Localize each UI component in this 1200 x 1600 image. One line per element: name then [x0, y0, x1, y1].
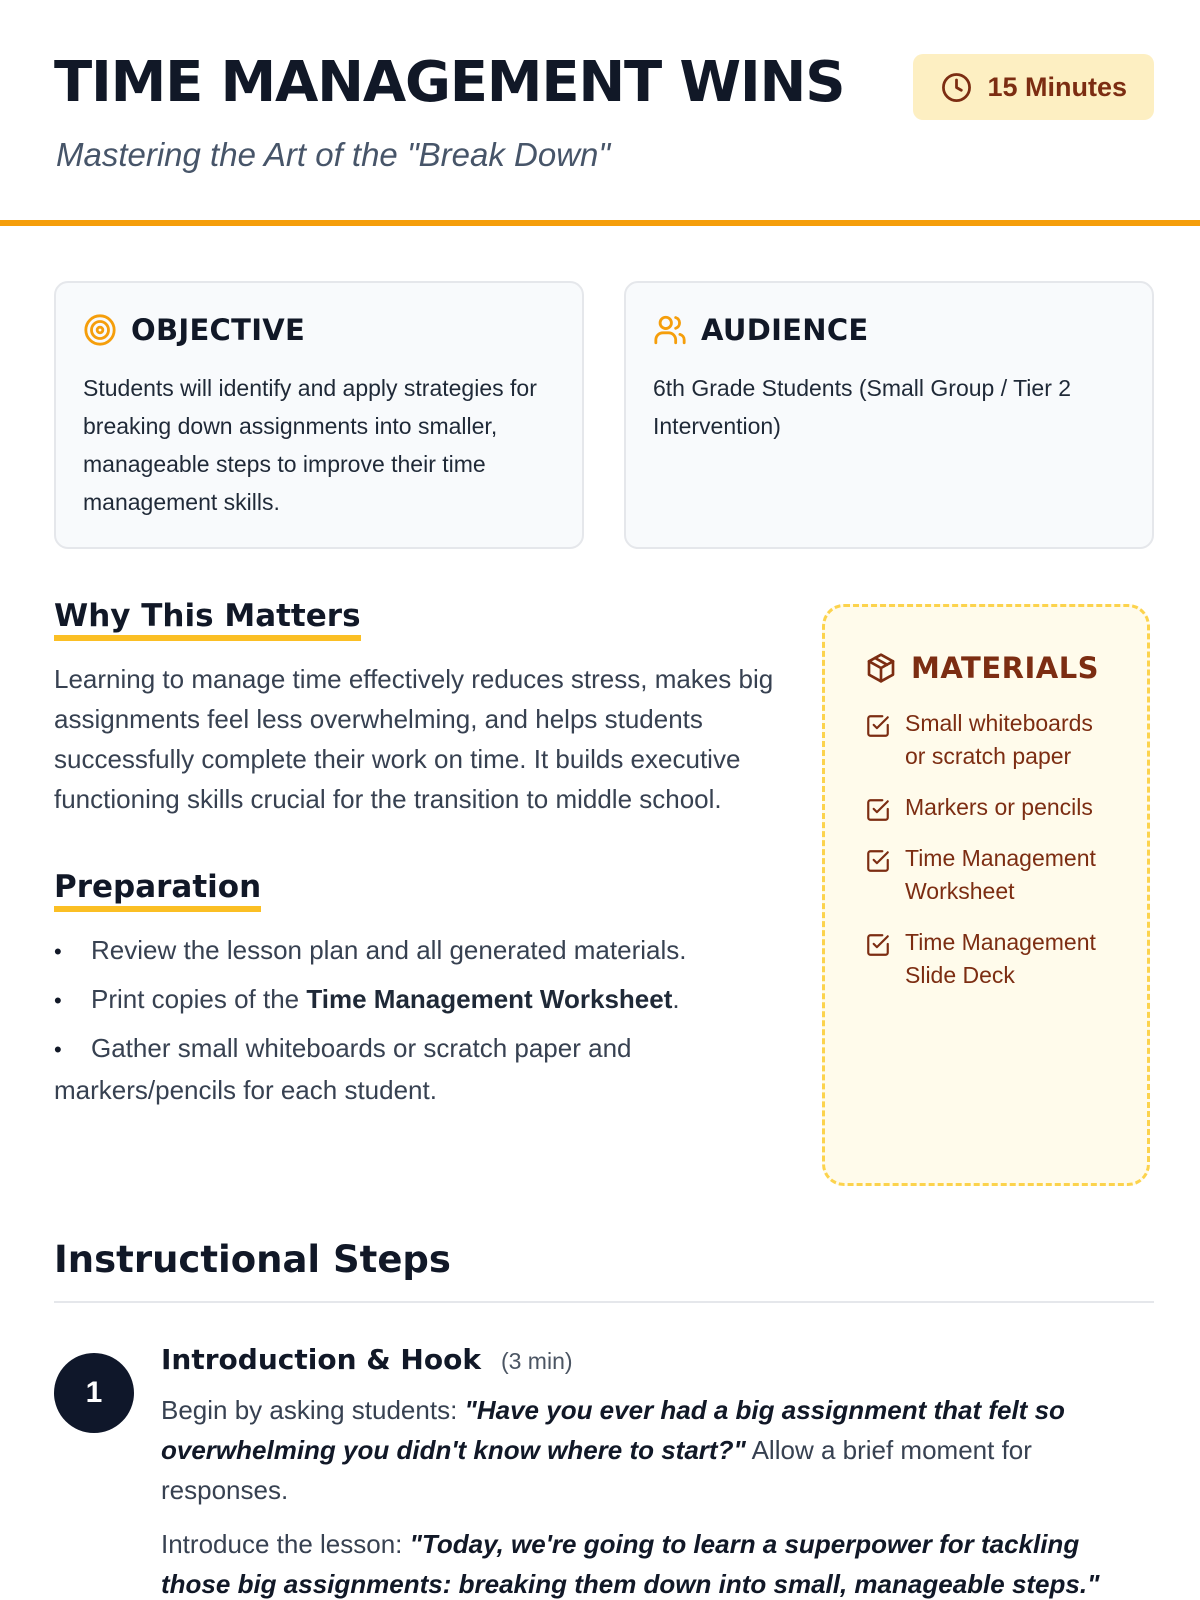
- preparation-item-text: Print copies of the: [91, 984, 307, 1015]
- instructional-steps: [54, 1238, 1154, 1600]
- material-item: [865, 707, 1117, 773]
- header: [54, 0, 1154, 220]
- bullet-icon: •: [54, 939, 62, 965]
- material-label: Small whiteboards or scratch paper: [905, 710, 1093, 769]
- preparation-item: [54, 1028, 774, 1110]
- material-label: Time Management Worksheet: [905, 845, 1096, 904]
- step-text: Allow a brief moment for responses.: [161, 1435, 1032, 1505]
- objective-title: OBJECTIVE: [131, 313, 306, 347]
- materials-header: [865, 651, 1117, 685]
- preparation-list: [54, 930, 774, 1110]
- preparation-item-text: Review the lesson plan and all generated materials.: [91, 935, 687, 966]
- step-title: Introduction & Hook: [161, 1343, 481, 1376]
- preparation-item-punct: .: [672, 984, 680, 1015]
- context-section: [54, 598, 774, 1117]
- audience-header: [653, 313, 1125, 347]
- duration-label: 15 Minutes: [987, 71, 1127, 102]
- materials-list: [865, 707, 1117, 992]
- audience-text: 6th Grade Students (Small Group / Tier 2 Intervention): [653, 375, 1072, 439]
- material-label: Time Management Slide Deck: [905, 929, 1096, 988]
- steps-heading: Instructional Steps: [54, 1238, 451, 1281]
- objective-header: [83, 313, 555, 347]
- objective-text: Students will identify and apply strategies for breaking down assignments into smaller, manageable steps to improve their time management skills.: [83, 375, 537, 515]
- why-text: Learning to manage time effectively reduces stress, makes big assignments feel less overwhelming, and helps students successfully complete their work on time. It builds executive functioning skills crucial for the transition to middle school.: [54, 664, 774, 815]
- header-divider: [0, 220, 1200, 226]
- step-paragraph: [161, 1524, 1154, 1600]
- preparation-heading-wrap: [54, 869, 774, 912]
- objective-card: [54, 281, 584, 549]
- package-icon: [865, 652, 897, 684]
- page-title: TIME MANAGEMENT WINS: [54, 50, 845, 115]
- checkbox-checked-icon: [865, 848, 891, 874]
- checkbox-checked-icon: [865, 932, 891, 958]
- checkbox-checked-icon: [865, 797, 891, 823]
- preparation-item-text: Gather small whiteboards or scratch paper and markers/pencils for each student.: [54, 1033, 632, 1106]
- step-text: Introduce the lesson:: [161, 1529, 410, 1559]
- steps-divider: [54, 1301, 1154, 1303]
- material-label: Markers or pencils: [905, 794, 1093, 820]
- step-duration: (3 min): [500, 1348, 573, 1374]
- duration-badge: [913, 54, 1154, 120]
- preparation-item: [54, 979, 774, 1021]
- audience-title: AUDIENCE: [701, 313, 869, 347]
- step-quote: "Have you ever had a big assignment that felt so overwhelming you didn't know where to start?": [161, 1395, 1065, 1465]
- material-item: [865, 842, 1117, 908]
- checkbox-checked-icon: [865, 713, 891, 739]
- preparation-item: [54, 930, 774, 972]
- info-cards: [54, 281, 1154, 549]
- target-icon: [83, 313, 117, 347]
- page-subtitle: Mastering the Art of the "Break Down": [56, 136, 611, 173]
- step-number-badge: 1: [54, 1353, 134, 1433]
- step-quote: "Today, we're going to learn a superpower for tackling those big assignments: breaking them down into small, manageable steps.": [161, 1529, 1100, 1599]
- audience-card: [624, 281, 1154, 549]
- material-item: [865, 791, 1117, 824]
- materials-title: MATERIALS: [911, 651, 1100, 685]
- step-item: [54, 1343, 1154, 1600]
- users-icon: [653, 313, 687, 347]
- bullet-icon: •: [54, 1037, 62, 1063]
- clock-icon: [940, 71, 973, 104]
- why-heading: Why This Matters: [54, 598, 361, 641]
- material-item: [865, 926, 1117, 992]
- worksheet-name: Time Management Worksheet: [306, 984, 673, 1015]
- materials-box: [822, 604, 1150, 1186]
- step-header: [161, 1343, 1154, 1376]
- step-text: Begin by asking students:: [161, 1395, 465, 1425]
- step-paragraph: [161, 1390, 1154, 1510]
- bullet-icon: •: [54, 988, 62, 1014]
- preparation-heading: Preparation: [54, 869, 261, 912]
